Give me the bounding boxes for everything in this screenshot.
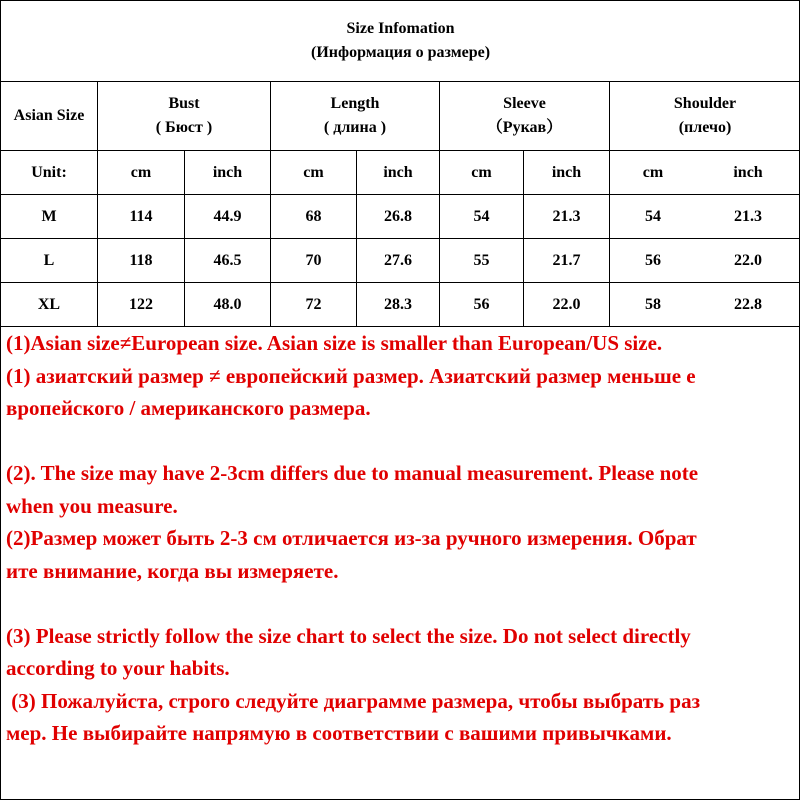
note-line: when you measure. xyxy=(6,493,178,518)
value-cell: 55 xyxy=(440,239,524,283)
value-cell: 48.0 xyxy=(185,283,271,327)
length-header xyxy=(271,82,440,151)
unit-cell: cm xyxy=(98,151,185,195)
size-cell: XL xyxy=(1,283,98,327)
note-line: мер. Не выбирайте напрямую в соответствии с вашими привычками. xyxy=(6,721,672,745)
sleeve-label: Sleeve xyxy=(503,95,546,112)
note-spacer xyxy=(6,425,795,458)
unit-cell: inch xyxy=(357,151,440,195)
value-cell: 70 xyxy=(271,239,357,283)
unit-cell: cm xyxy=(440,151,524,195)
unit-label: Unit: xyxy=(1,151,98,195)
size-table xyxy=(0,0,800,327)
size-notes xyxy=(6,327,795,750)
value-cell: 26.8 xyxy=(357,195,440,239)
value-cell: 118 xyxy=(98,239,185,283)
note-line: (1) азиатский размер ≠ европейский размер. Азиатский размер меньше е xyxy=(6,363,696,388)
value-cell xyxy=(610,239,800,283)
unit-cell: inch xyxy=(524,151,610,195)
sleeve-header xyxy=(440,82,610,151)
value-cell: 46.5 xyxy=(185,239,271,283)
header-row xyxy=(1,82,800,151)
unit-row xyxy=(1,151,800,195)
size-cell: M xyxy=(1,195,98,239)
table-title xyxy=(1,1,800,82)
value-cell: 54 xyxy=(440,195,524,239)
note-line: (3) Please strictly follow the size chart to select the size. Do not select directly xyxy=(6,623,691,648)
unit-cell: cm xyxy=(271,151,357,195)
value-cell: 114 xyxy=(98,195,185,239)
unit-cell: inch xyxy=(733,163,763,181)
note-line: вропейского / американского размера. xyxy=(6,396,371,420)
sleeve-label-ru: （Рукав） xyxy=(486,119,563,136)
table-row xyxy=(1,239,800,283)
value-cell: 22.0 xyxy=(734,251,763,269)
title-ru: (Информация о размере) xyxy=(311,44,491,61)
value-cell: 44.9 xyxy=(185,195,271,239)
value-cell: 21.7 xyxy=(524,239,610,283)
value-cell xyxy=(610,283,800,327)
value-cell: 122 xyxy=(98,283,185,327)
note-line: (2). The size may have 2-3cm differs due to manual measurement. Please note xyxy=(6,461,699,485)
unit-cell xyxy=(610,151,800,195)
value-cell: 56 xyxy=(440,283,524,327)
value-cell: 21.3 xyxy=(734,207,763,225)
value-cell xyxy=(610,195,800,239)
value-cell: 22.0 xyxy=(524,283,610,327)
bust-label-ru: ( Бюст ) xyxy=(155,119,213,136)
unit-cell: cm xyxy=(642,163,664,181)
value-cell: 68 xyxy=(271,195,357,239)
value-cell: 56 xyxy=(645,251,661,269)
title-en: Size Infomation xyxy=(346,20,455,37)
shoulder-header xyxy=(610,82,800,151)
note-line: (3) Пожалуйста, строго следуйте диаграмме размера, чтобы выбрать раз xyxy=(6,688,701,713)
value-cell: 58 xyxy=(645,295,661,313)
length-label: Length xyxy=(330,95,380,112)
note-spacer xyxy=(6,587,795,620)
table-row xyxy=(1,283,800,327)
asian-size-header: Asian Size xyxy=(1,82,98,151)
note-line: (1)Asian size≠European size. Asian size is smaller than European/US size. xyxy=(6,331,663,355)
unit-cell: inch xyxy=(185,151,271,195)
note-line: according to your habits. xyxy=(6,656,230,680)
value-cell: 28.3 xyxy=(357,283,440,327)
length-label-ru: ( длина ) xyxy=(323,119,387,136)
value-cell: 22.8 xyxy=(734,295,763,313)
bust-header xyxy=(98,82,271,151)
value-cell: 72 xyxy=(271,283,357,327)
value-cell: 27.6 xyxy=(357,239,440,283)
size-cell: L xyxy=(1,239,98,283)
bust-label: Bust xyxy=(168,95,200,112)
note-line: (2)Размер может быть 2-3 см отличается из-за ручного измерения. Обрат xyxy=(6,526,697,550)
value-cell: 21.3 xyxy=(524,195,610,239)
shoulder-label: Shoulder xyxy=(673,95,737,112)
value-cell: 54 xyxy=(645,207,661,225)
shoulder-label-ru: (плечо) xyxy=(678,119,732,136)
note-line: ите внимание, когда вы измеряете. xyxy=(6,558,339,583)
table-row xyxy=(1,195,800,239)
